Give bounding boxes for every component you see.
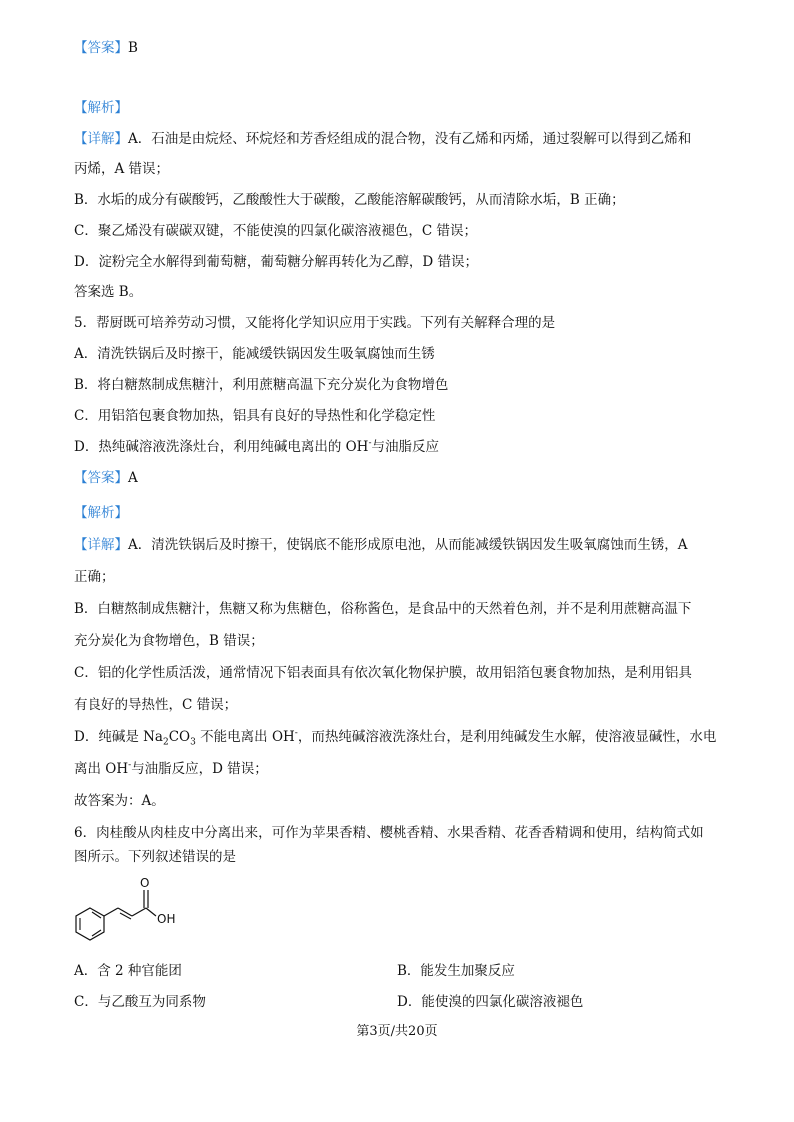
q4-conclusion: 答案选 B。 bbox=[74, 284, 143, 300]
single-bond bbox=[104, 908, 118, 916]
detail-tag: 【详解】 bbox=[74, 131, 128, 147]
q4-detail-text-1: A．石油是由烷烃、环烷烃和芳香烃组成的混合物，没有乙烯和丙烯，通过裂解可以得到乙烯和 bbox=[128, 131, 692, 147]
q5-detail-text-1: A．清洗铁锅后及时擦干，使锅底不能形成原电池，从而能减缓铁锅因发生吸氧腐蚀而生锈，A bbox=[128, 537, 688, 553]
hydroxyl-label: OH bbox=[157, 912, 176, 926]
q4-detail-line-1 bbox=[74, 130, 691, 148]
q5-analysis-tag: 【解析】 bbox=[74, 505, 128, 521]
q4-detail-line-5: D．淀粉完全水解得到葡萄糖，葡萄糖分解再转化为乙醇，D 错误； bbox=[74, 254, 478, 270]
answer-tag: 【答案】 bbox=[74, 40, 128, 56]
q5-answer-line bbox=[74, 469, 138, 487]
subscript: 3 bbox=[190, 737, 196, 748]
q5-option-a: A．清洗铁锅后及时擦干，能减缓铁锅因发生吸氧腐蚀而生锈 bbox=[74, 346, 435, 362]
text: 与油脂反应，D 错误； bbox=[131, 761, 268, 777]
q6-stem-line-2: 图所示。下列叙述错误的是 bbox=[74, 849, 236, 865]
q6-stem-line-1: 6．肉桂酸从肉桂皮中分离出来，可作为苹果香精、樱桃香精、水果香精、花香香精调和使用，结构简式如 bbox=[74, 825, 704, 841]
text: D．纯碱是 Na bbox=[74, 729, 163, 745]
answer-value: A bbox=[128, 470, 138, 486]
q5-option-b: B．将白糖熬制成焦糖汁，利用蔗糖高温下充分炭化为食物增色 bbox=[74, 377, 449, 393]
q5-detail-line-3: B．白糖熬制成焦糖汁，焦糖又称为焦糖色，俗称酱色，是食品中的天然着色剂，并不是利用蔗糖高温下 bbox=[74, 601, 692, 617]
single-bond bbox=[132, 908, 146, 916]
oxygen-label: O bbox=[140, 876, 150, 890]
q5-option-d bbox=[74, 438, 439, 456]
subscript: 2 bbox=[162, 737, 169, 748]
answer-tag: 【答案】 bbox=[74, 470, 128, 486]
q5-detail-line-8 bbox=[74, 760, 268, 778]
q5-option-d-text: D．热纯碱溶液洗涤灶台，利用纯碱电离出的 OH bbox=[74, 439, 369, 455]
alkene-bond bbox=[118, 908, 132, 916]
detail-tag: 【详解】 bbox=[74, 537, 128, 553]
q5-option-c: C．用铝箔包裹食物加热，铝具有良好的导热性和化学稳定性 bbox=[74, 408, 436, 424]
text: ，而热纯碱溶液洗涤灶台，是利用纯碱发生水解，使溶液显碱性，水电 bbox=[297, 729, 717, 745]
page-footer: 第3页/共20页 bbox=[356, 1024, 438, 1039]
q5-option-d-text-end: 与油脂反应 bbox=[371, 439, 440, 455]
superscript: - bbox=[128, 760, 132, 771]
q5-detail-line-5: C．铝的化学性质活泼，通常情况下铝表面具有依次氧化物保护膜，故用铝箔包裹食物加热，是利用铝具 bbox=[74, 665, 692, 681]
q5-detail-line-6: 有良好的导热性，C 错误； bbox=[74, 697, 238, 713]
q6-option-b: B．能发生加聚反应 bbox=[397, 963, 515, 979]
q4-analysis-tag: 【解析】 bbox=[74, 100, 128, 116]
q5-detail-line-4: 充分炭化为食物增色，B 错误； bbox=[74, 633, 264, 649]
text: 离出 OH bbox=[74, 761, 129, 777]
text: CO bbox=[168, 729, 191, 745]
text: 不能电离出 OH bbox=[195, 729, 295, 745]
q4-detail-line-4: C．聚乙烯没有碳碳双键，不能使溴的四氯化碳溶液褪色，C 错误； bbox=[74, 223, 477, 239]
q4-detail-line-3: B．水垢的成分有碳酸钙，乙酸酸性大于碳酸，乙酸能溶解碳酸钙，从而清除水垢，B 正确； bbox=[74, 192, 625, 208]
q5-stem: 5．帮厨既可培养劳动习惯，又能将化学知识应用于实践。下列有关解释合理的是 bbox=[74, 315, 556, 331]
q4-detail-line-2: 丙烯，A 错误； bbox=[74, 161, 170, 177]
cinnamic-acid-structure bbox=[70, 876, 185, 956]
superscript: - bbox=[294, 728, 298, 739]
q4-answer-line bbox=[74, 39, 138, 57]
q6-option-d: D．能使溴的四氯化碳溶液褪色 bbox=[397, 994, 584, 1010]
answer-value: B bbox=[128, 40, 138, 56]
q5-detail-line-1 bbox=[74, 536, 688, 554]
q6-option-a: A．含 2 种官能团 bbox=[74, 963, 182, 979]
superscript: - bbox=[368, 438, 372, 449]
q6-option-c: C．与乙酸互为同系物 bbox=[74, 994, 206, 1010]
q5-detail-line-2: 正确； bbox=[74, 569, 115, 585]
hydroxyl-bond bbox=[146, 908, 156, 916]
q5-detail-line-7 bbox=[74, 728, 716, 746]
q5-conclusion: 故答案为：A。 bbox=[74, 793, 165, 809]
